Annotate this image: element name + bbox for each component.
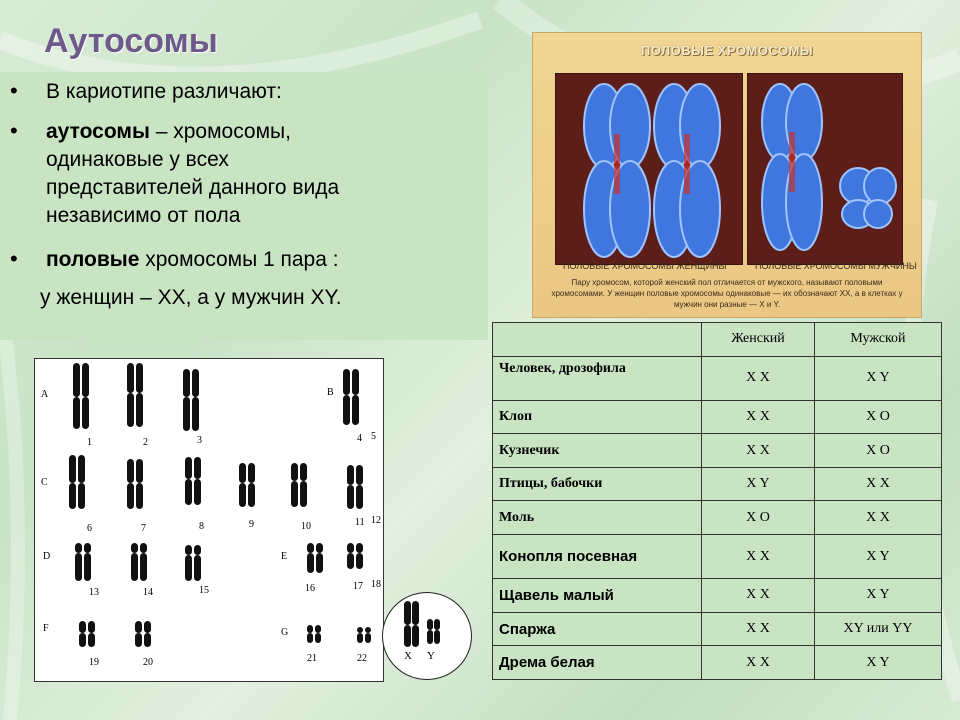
male-cell: X Y [815, 535, 942, 579]
photo-description: Пару хромосом, которой женский пол отличается от мужского, называют половыми хромосомами. У женщин половые хромосомы одинаковые — их обозначают XX, а в клетках у мужчин они разные — X и Y. [551, 278, 903, 309]
chromosome-pair [347, 543, 363, 569]
chromosome-number: 8 [199, 521, 204, 532]
table-header-row [493, 323, 942, 357]
male-cell: X Y [815, 356, 942, 400]
chromosome-pair [239, 463, 255, 507]
male-cell: X X [815, 501, 942, 535]
chromosome-pair [357, 627, 371, 643]
chromosome-number: 2 [143, 437, 148, 448]
sex-chromosome-circle [382, 592, 472, 680]
chromosome-pair [135, 621, 151, 647]
female-cell: X X [702, 612, 815, 646]
header-empty [493, 323, 702, 357]
organism-cell: Моль [493, 501, 702, 535]
xy-chromosome-drawing [383, 593, 471, 679]
table-row [493, 400, 942, 434]
chromosome-pair [75, 543, 91, 581]
chromosome-group-label: D [43, 551, 51, 562]
chromosome-pair [291, 463, 307, 507]
chromosome-pair [127, 363, 143, 427]
chromosome-group-label: C [41, 477, 48, 488]
chromosome-group-label: E [281, 551, 288, 562]
chromosome-pair [343, 369, 359, 425]
chromosome-number: 19 [89, 657, 99, 668]
chromosome-group-label: B [327, 387, 334, 398]
bullet-1-text: В кариотипе различают: [46, 80, 282, 103]
y-label: Y [427, 650, 435, 662]
bullet-dot: • [10, 78, 18, 103]
chromosome-pair [347, 465, 363, 509]
bullet-2-line-2: одинаковые у всех [46, 148, 229, 171]
chromosome-pair [185, 457, 201, 505]
chromosome-number: 1 [87, 437, 92, 448]
male-cell: X O [815, 434, 942, 468]
female-cell: X X [702, 356, 815, 400]
slide-title: Аутосомы [44, 22, 218, 60]
chromosome-number: 20 [143, 657, 153, 668]
bullet-dot: • [10, 246, 18, 271]
table-row [493, 501, 942, 535]
female-cell: X X [702, 579, 815, 613]
bullet-dot: • [10, 118, 18, 143]
male-chromosomes-drawing [748, 74, 902, 264]
sex-determination-table [492, 322, 942, 680]
chromosome-number: 3 [197, 435, 202, 446]
chromosome-pair [69, 455, 85, 509]
organism-cell: Щавель малый [493, 579, 702, 613]
chromosome-number: 15 [199, 585, 209, 596]
organism-cell: Конопля посевная [493, 535, 702, 579]
bullet-2-line-3: представителей данного вида [46, 176, 340, 199]
chromosome-pair [127, 459, 143, 509]
table-row [493, 646, 942, 680]
table-row [493, 356, 942, 400]
chromosome-number: 16 [305, 583, 315, 594]
chromosome-pair [131, 543, 147, 581]
chromosome-pair [185, 545, 201, 581]
male-caption: ПОЛОВЫЕ ХРОМОСОМЫ МУЖЧИНЫ [755, 261, 917, 271]
chromosome-number: 4 [357, 433, 362, 444]
chromosome-pair [79, 621, 95, 647]
sex-chromosome-definition: хромосомы 1 пара : [139, 248, 339, 271]
female-caption: ПОЛОВЫЕ ХРОМОСОМЫ ЖЕНЩИНЫ [563, 261, 727, 271]
male-cell: X X [815, 467, 942, 501]
organism-cell: Кузнечик [493, 434, 702, 468]
bullet-2-line-1 [46, 120, 291, 144]
chromosome-pair [183, 369, 199, 431]
female-chromosome-photo [555, 73, 743, 265]
organism-cell: Птицы, бабочки [493, 467, 702, 501]
chromosome-number: 21 [307, 653, 317, 664]
chromosome-pair [307, 625, 321, 643]
chromosome-number: 6 [87, 523, 92, 534]
sex-chromosomes-photo [532, 32, 922, 318]
bullet-2-line-4: независимо от пола [46, 204, 241, 227]
female-cell: X X [702, 400, 815, 434]
female-cell: X Y [702, 467, 815, 501]
female-cell: X X [702, 535, 815, 579]
chromosome-number: 11 [355, 517, 365, 528]
chromosome-number: 10 [301, 521, 311, 532]
sex-chromosome-term: половые [46, 248, 140, 271]
chromosome-number: 13 [89, 587, 99, 598]
organism-cell: Человек, дрозофила [493, 356, 702, 400]
chromosome-number: 7 [141, 523, 146, 534]
autosome-term: аутосомы [46, 120, 150, 143]
female-chromosomes-drawing [556, 74, 742, 264]
table-row [493, 535, 942, 579]
photo-title: ПОЛОВЫЕ ХРОМОСОМЫ [640, 43, 814, 58]
organism-cell: Дрема белая [493, 646, 702, 680]
x-label: X [404, 650, 412, 662]
chromosome-pair [307, 543, 323, 573]
chromosome-number: 18 [371, 579, 381, 590]
male-cell: X Y [815, 646, 942, 680]
male-cell: X O [815, 400, 942, 434]
male-chromosome-photo [747, 73, 903, 265]
header-male: Мужской [815, 323, 942, 357]
autosome-definition-start: – хромосомы, [149, 120, 291, 143]
table-row [493, 434, 942, 468]
bullet-3-line-1 [46, 248, 339, 272]
female-cell: X X [702, 646, 815, 680]
organism-cell: Клоп [493, 400, 702, 434]
chromosome-number: 9 [249, 519, 254, 530]
table-row [493, 579, 942, 613]
male-cell: X Y [815, 579, 942, 613]
table-row [493, 612, 942, 646]
chromosome-group-label: A [41, 389, 49, 400]
chromosome-number: 17 [353, 581, 363, 592]
karyotype-drawing [35, 359, 383, 681]
chromosome-number: 12 [371, 515, 381, 526]
chromosome-number: 5 [371, 431, 376, 442]
male-cell: XY или YY [815, 612, 942, 646]
organism-cell: Спаржа [493, 612, 702, 646]
bullet-3-line-2: у женщин – XX, а у мужчин XY. [40, 286, 342, 309]
chromosome-pair [73, 363, 89, 429]
karyotype-image [34, 358, 384, 682]
table-row [493, 467, 942, 501]
female-cell: X O [702, 501, 815, 535]
chromosome-number: 22 [357, 653, 367, 664]
chromosome-group-label: F [43, 623, 49, 634]
female-cell: X X [702, 434, 815, 468]
header-female: Женский [702, 323, 815, 357]
chromosome-number: 14 [143, 587, 153, 598]
chromosome-group-label: G [281, 627, 289, 638]
